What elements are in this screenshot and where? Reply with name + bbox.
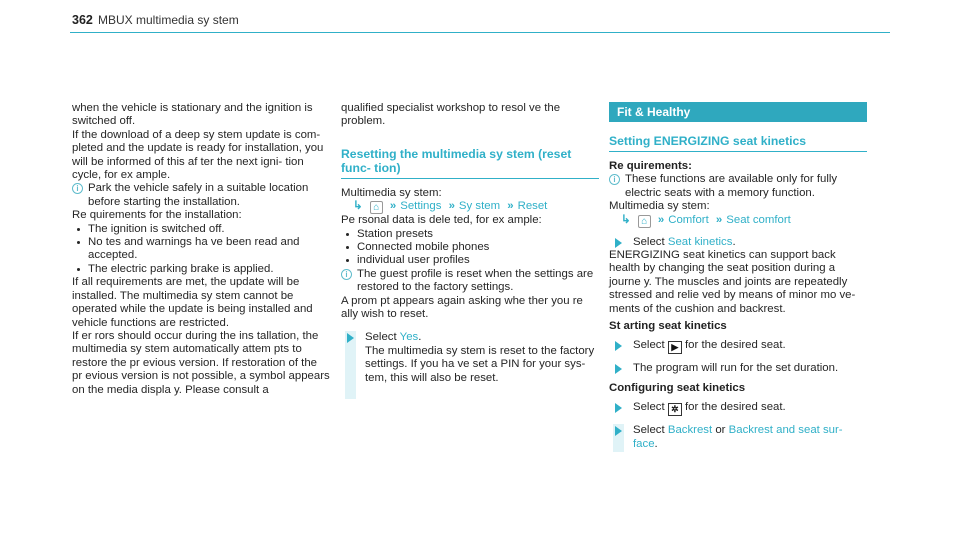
- info-icon: i: [609, 174, 620, 185]
- tip: [72, 182, 330, 209]
- backrest-link[interactable]: Backrest: [667, 424, 713, 437]
- path-settings[interactable]: Settings: [400, 200, 442, 213]
- step-text: Select: [633, 424, 665, 437]
- requirements-label: Re quirements:: [609, 160, 692, 172]
- tip-text: These functions are available only for fully electric seats with a memory function.: [625, 173, 838, 199]
- step-result: The multimedia sy stem is reset to the factory settings. If you ha ve set a PIN for your sys‐ tem, this will also be reset.: [365, 344, 595, 384]
- step: [609, 339, 867, 354]
- step-text: for the desired seat.: [685, 339, 786, 352]
- step: Select Backrest or Backrest and seat sur‐ face.: [609, 424, 867, 451]
- page-title: MBUX multimedia sy stem: [98, 13, 239, 27]
- tip: [341, 268, 599, 295]
- step: [609, 362, 867, 375]
- gear-settings-icon[interactable]: ✲: [668, 403, 682, 416]
- page-header: [70, 10, 890, 33]
- section-title: Setting ENERGIZING seat kinetics: [609, 134, 867, 152]
- step-arrow-icon: [615, 364, 622, 374]
- chevron-icon: »: [507, 200, 514, 213]
- page-number: 362: [72, 13, 93, 27]
- column-1: [72, 102, 330, 397]
- paragraph: If er rors should occur during the ins tallation, the multimedia sy stem automatically attem pts to restore the pr evious version. If restoration of the pr evious version is not possible, a symbol appears on the media displa y. Please consult a: [72, 329, 330, 396]
- tip-text: The guest profile is reset when the settings are restored to the factory settings.: [357, 267, 594, 294]
- step-arrow-icon: [347, 333, 354, 343]
- menu-path: [609, 214, 867, 228]
- paragraph: ENERGIZING seat kinetics can support back health by changing the seat position during a journe y. The muscles and joints are repeatedly stressed and relie ved by means of minor mo ve‐ ments of the cushion and backrest.: [609, 249, 856, 315]
- column-3: [609, 102, 867, 451]
- requirements-list: [72, 223, 330, 277]
- paragraph: qualified specialist workshop to resol ve the problem.: [341, 102, 561, 128]
- paragraph: when the vehicle is stationary and the ignition is switched off.: [72, 102, 313, 128]
- multimedia-label: Multimedia sy stem:: [609, 200, 710, 213]
- list-item: The electric parking brake is applied.: [72, 263, 330, 276]
- seat-kinetics-link[interactable]: Seat kinetics: [667, 235, 733, 248]
- home-icon[interactable]: ⌂: [370, 201, 383, 214]
- path-reset[interactable]: Reset: [517, 200, 548, 213]
- step-text: The program will run for the set duration.: [633, 362, 839, 375]
- requirements-label: Re quirements for the installation:: [72, 209, 242, 222]
- chevron-icon: »: [389, 200, 397, 213]
- yes-link[interactable]: Yes: [399, 331, 419, 344]
- step-text: Select: [633, 235, 665, 248]
- path-seat-comfort[interactable]: Seat comfort: [726, 213, 791, 226]
- step-arrow-icon: [615, 238, 622, 248]
- step-text: or: [715, 424, 726, 437]
- list-item: No tes and warnings ha ve been read and accepted.: [72, 236, 330, 263]
- paragraph: A prom pt appears again asking whe ther you re ally wish to reset.: [341, 294, 583, 321]
- tip-text: Park the vehicle safely in a suitable location before starting the installation.: [88, 182, 309, 208]
- heading-config: Configuring seat kinetics: [609, 381, 746, 394]
- step-text: Select: [633, 339, 665, 352]
- paragraph: If the download of a deep sy stem update is com‐ pleted and the update is ready for installation, you will be informed of this af ter the next igni‐ tion cycle, for ex ample.: [72, 128, 324, 182]
- step-text: Select: [633, 401, 665, 414]
- paragraph: Pe rsonal data is dele ted, for ex ample:: [341, 214, 542, 227]
- step: Select Seat kinetics.: [609, 236, 867, 249]
- chevron-icon: »: [715, 213, 723, 226]
- data-list: [341, 228, 599, 268]
- chevron-icon: »: [448, 200, 455, 213]
- step-text: Select: [365, 331, 397, 344]
- tip: [609, 173, 867, 200]
- chevron-icon: »: [657, 213, 665, 226]
- section-banner: Fit & Healthy: [609, 102, 867, 122]
- step-arrow-icon: [615, 403, 622, 413]
- path-arrow-icon: ↳: [621, 213, 631, 226]
- path-comfort[interactable]: Comfort: [668, 213, 709, 226]
- heading-start: St arting seat kinetics: [609, 320, 727, 333]
- column-2: [341, 102, 599, 385]
- step-text: for the desired seat.: [685, 401, 786, 414]
- step: Select Yes. The multimedia sy stem is reset to the factory settings. If you ha ve set a PIN for your sys‐ tem, this will also be reset.: [341, 331, 599, 385]
- play-button-icon[interactable]: ▶: [668, 341, 682, 354]
- list-item: Connected mobile phones: [341, 241, 599, 254]
- list-item: individual user profiles: [341, 254, 599, 267]
- list-item: Station presets: [341, 228, 599, 241]
- menu-path: [341, 200, 599, 214]
- section-title: Resetting the multimedia sy stem (reset func‐ tion): [341, 147, 599, 179]
- path-system[interactable]: Sy stem: [458, 200, 501, 213]
- backrest-seat-surface-link[interactable]: Backrest and seat sur‐ face: [633, 424, 843, 450]
- info-icon: i: [341, 269, 352, 280]
- info-icon: i: [72, 183, 83, 194]
- paragraph: If all requirements are met, the update will be installed. The multimedia sy stem cannot be operated while the update is being installed and vehicle functions are restricted.: [72, 276, 313, 329]
- step-arrow-icon: [615, 341, 622, 351]
- path-arrow-icon: ↳: [353, 200, 363, 213]
- list-item: The ignition is switched off.: [72, 223, 330, 236]
- step: [609, 401, 867, 416]
- home-icon[interactable]: ⌂: [638, 215, 651, 228]
- multimedia-label: Multimedia sy stem:: [341, 186, 442, 199]
- step-arrow-icon: [615, 426, 622, 436]
